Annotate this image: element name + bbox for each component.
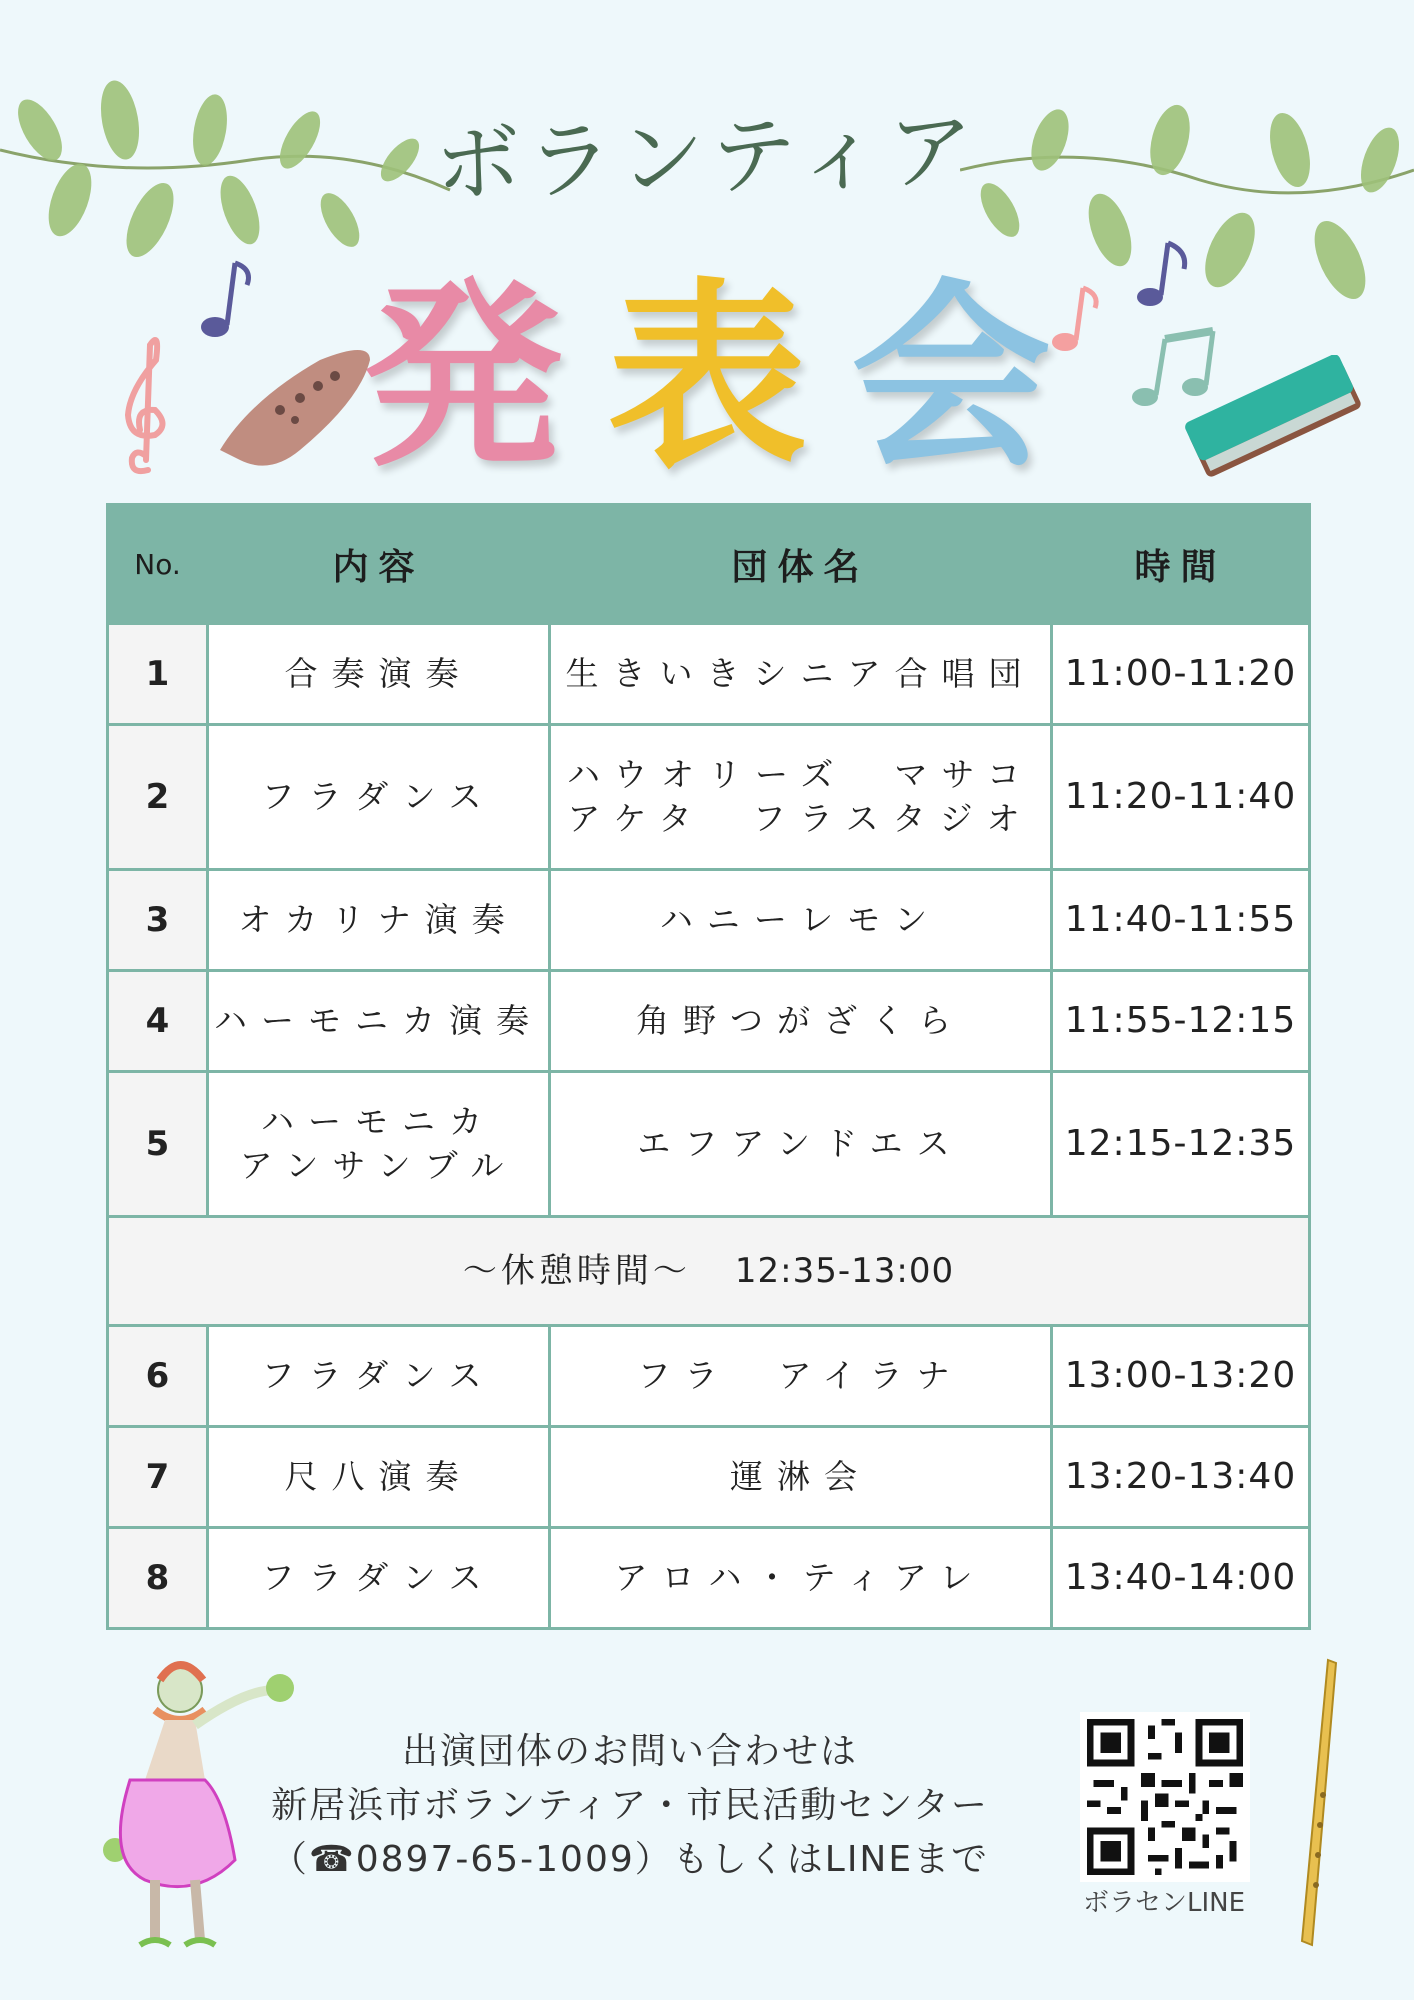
row-content: 合奏演奏 xyxy=(208,624,550,725)
row-no: 7 xyxy=(108,1427,208,1528)
row-content: ハーモニカ演奏 xyxy=(208,971,550,1072)
break-label: ～休憩時間～ xyxy=(462,1251,691,1291)
break-time: 12:35-13:00 xyxy=(734,1251,955,1291)
header-content: 内容 xyxy=(208,505,550,624)
break-row xyxy=(108,1217,1310,1326)
row-content: 尺八演奏 xyxy=(208,1427,550,1528)
header-group: 団体名 xyxy=(550,505,1052,624)
music-note-icon xyxy=(195,255,265,345)
table-row xyxy=(108,725,1310,870)
line-qr-code[interactable] xyxy=(1080,1712,1250,1882)
row-group-line: ハウオリーズ マサコ xyxy=(566,755,1035,794)
row-time: 13:00-13:20 xyxy=(1052,1326,1310,1427)
break-cell xyxy=(108,1217,1310,1326)
header-no: No. xyxy=(108,505,208,624)
row-content-line: アンサンブル xyxy=(239,1146,518,1185)
row-group-line: アケタ フラスタジオ xyxy=(567,799,1034,838)
row-time: 11:55-12:15 xyxy=(1052,971,1310,1072)
row-content: フラダンス xyxy=(208,1326,550,1427)
contact-info xyxy=(230,1725,1030,1887)
row-content: フラダンス xyxy=(208,1528,550,1629)
row-group: 運淋会 xyxy=(550,1427,1052,1528)
music-note-icon xyxy=(1130,235,1210,315)
title-char: 発 xyxy=(362,262,563,495)
header-time: 時間 xyxy=(1052,505,1310,624)
row-time: 11:40-11:55 xyxy=(1052,870,1310,971)
harmonica-icon xyxy=(1175,355,1375,485)
row-no: 4 xyxy=(108,971,208,1072)
schedule-table xyxy=(106,503,1311,1630)
table-row xyxy=(108,1326,1310,1427)
table-row xyxy=(108,870,1310,971)
table-row xyxy=(108,1528,1310,1629)
row-time: 12:15-12:35 xyxy=(1052,1072,1310,1217)
event-subtitle: ボランティア xyxy=(433,100,981,216)
treble-clef-icon xyxy=(110,330,180,480)
row-no: 1 xyxy=(108,624,208,725)
row-group: 角野つがざくら xyxy=(550,971,1052,1072)
row-group: アロハ・ティアレ xyxy=(550,1528,1052,1629)
row-no: 3 xyxy=(108,870,208,971)
row-group: ハニーレモン xyxy=(550,870,1052,971)
row-time: 11:20-11:40 xyxy=(1052,725,1310,870)
table-row xyxy=(108,971,1310,1072)
row-group xyxy=(550,725,1052,870)
row-no: 8 xyxy=(108,1528,208,1629)
qr-caption: ボラセンLINE xyxy=(1082,1888,1246,1918)
table-header-row xyxy=(108,505,1310,624)
title-char: 表 xyxy=(606,262,807,495)
row-content-line: ハーモニカ xyxy=(261,1102,496,1141)
contact-line: 新居浜市ボランティア・市民活動センター xyxy=(271,1785,989,1826)
row-time: 13:20-13:40 xyxy=(1052,1427,1310,1528)
table-row xyxy=(108,1427,1310,1528)
flute-illustration xyxy=(1290,1655,1350,1955)
row-group: フラ アイラナ xyxy=(550,1326,1052,1427)
row-content: オカリナ演奏 xyxy=(208,870,550,971)
row-group: 生きいきシニア合唱団 xyxy=(550,624,1052,725)
row-no: 6 xyxy=(108,1326,208,1427)
title-char: 会 xyxy=(851,262,1052,495)
contact-line: （☎0897-65-1009）もしくはLINEまで xyxy=(270,1839,990,1880)
table-row xyxy=(108,1072,1310,1217)
row-time: 11:00-11:20 xyxy=(1052,624,1310,725)
row-content: フラダンス xyxy=(208,725,550,870)
music-note-icon xyxy=(1045,280,1115,360)
row-no: 2 xyxy=(108,725,208,870)
table-row xyxy=(108,624,1310,725)
row-time: 13:40-14:00 xyxy=(1052,1528,1310,1629)
row-no: 5 xyxy=(108,1072,208,1217)
ocarina-icon xyxy=(210,340,380,480)
row-content xyxy=(208,1072,550,1217)
contact-line: 出演団体のお問い合わせは xyxy=(401,1731,858,1772)
row-group: エフアンドエス xyxy=(550,1072,1052,1217)
